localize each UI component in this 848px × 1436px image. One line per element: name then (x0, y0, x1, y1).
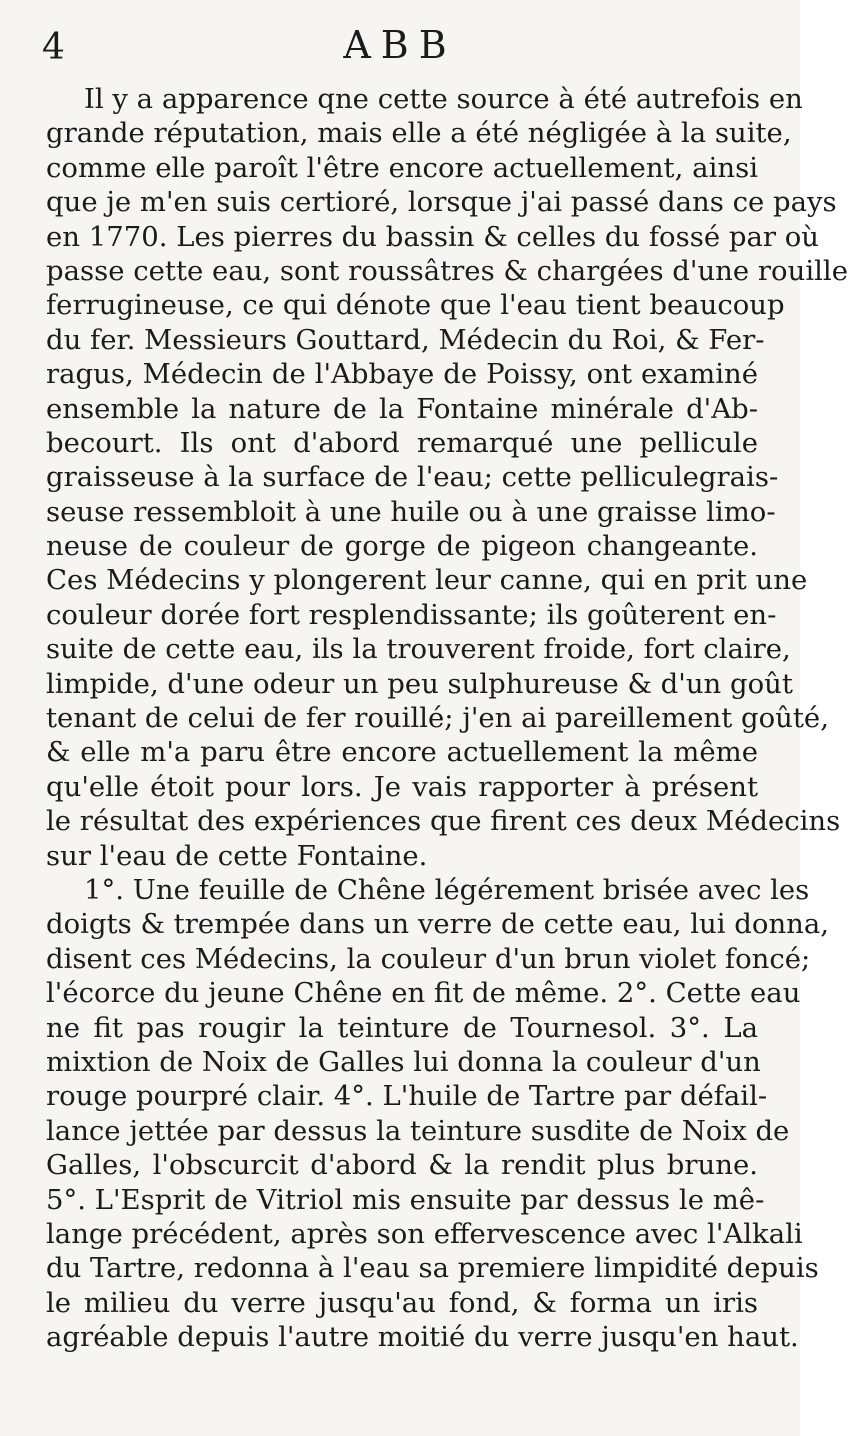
text-line: neuse de couleur de gorge de pigeon changeante. (46, 530, 758, 563)
page-header (0, 23, 800, 76)
text-line: ragus, Médecin de l'Abbaye de Poissy, ont examiné (46, 358, 758, 391)
text-line: lance jettée par dessus la teinture susdite de Noix de (46, 1114, 790, 1147)
paragraph-2 (46, 873, 830, 1354)
text-line: ensemble la nature de la Fontaine minérale d'Ab- (46, 392, 758, 425)
text-line: du fer. Messieurs Gouttard, Médecin du Roi, & Fer- (46, 323, 765, 356)
text-line: & elle m'a paru être encore actuellement la même (46, 736, 758, 769)
text-line: 5°. L'Esprit de Vitriol mis ensuite par dessus le mê- (46, 1183, 765, 1216)
text-line: couleur dorée fort resplendissante; ils goûterent en- (46, 598, 777, 631)
text-line: en 1770. Les pierres du bassin & celles du fossé par où (46, 220, 820, 253)
text-line: qu'elle étoit pour lors. Je vais rapporter à présent (46, 770, 758, 803)
page-body (46, 82, 848, 1354)
text-line: le milieu du verre jusqu'au fond, & forma un iris (46, 1286, 758, 1319)
text-line: lange précédent, après son effervescence avec l'Alkali (46, 1217, 803, 1250)
text-line: rouge pourpré clair. 4°. L'huile de Tartre par défail- (46, 1080, 768, 1113)
text-line: grande réputation, mais elle a été négligée à la suite, (46, 117, 792, 150)
text-line: passe cette eau, sont roussâtres & chargées d'une rouille (46, 254, 848, 287)
text-line: suite de cette eau, ils la trouverent froide, fort claire, (46, 633, 791, 666)
text-line: disent ces Médecins, la couleur d'un brun violet foncé; (46, 942, 811, 975)
text-line: doigts & trempée dans un verre de cette eau, lui donna, (46, 908, 830, 941)
text-line: Ces Médecins y plongerent leur canne, qui en prit une (46, 564, 808, 597)
text-line: l'écorce du jeune Chêne en fit de même. 2°. Cette eau (46, 977, 801, 1010)
text-line: comme elle paroît l'être encore actuellement, ainsi (46, 151, 758, 184)
text-line: du Tartre, redonna à l'eau sa premiere limpidité depuis (46, 1252, 819, 1285)
text-line: agréable depuis l'autre moitié du verre jusqu'en haut. (46, 1321, 799, 1354)
text-line: Il y a apparence qne cette source à été autrefois en (84, 83, 803, 115)
text-line: seuse ressembloit à une huile ou à une graisse limo- (46, 495, 776, 528)
page-number: 4 (42, 27, 65, 68)
text-line: becourt. Ils ont d'abord remarqué une pellicule (46, 426, 758, 459)
text-line: le résultat des expériences que firent ces deux Médecins (46, 805, 841, 838)
text-line: 1°. Une feuille de Chêne légérement brisée avec les (84, 873, 810, 906)
text-line: graisseuse à la surface de l'eau; cette pelliculegrais- (46, 461, 779, 494)
paragraph-1 (46, 82, 848, 873)
text-line: Galles, l'obscurcit d'abord & la rendit plus brune. (46, 1149, 758, 1182)
text-line: mixtion de Noix de Galles lui donna la couleur d'un (46, 1045, 761, 1078)
text-line: sur l'eau de cette Fontaine. (46, 839, 428, 872)
text-line: ne fit pas rougir la teinture de Tournesol. 3°. La (46, 1011, 758, 1044)
text-line: limpide, d'une odeur un peu sulphureuse & d'un goût (46, 667, 793, 700)
text-line: que je m'en suis certioré, lorsque j'ai passé dans ce pays (46, 186, 837, 219)
running-head: ABB (343, 23, 457, 67)
text-line: ferrugineuse, ce qui dénote que l'eau tient beaucoup (46, 289, 785, 322)
text-line: tenant de celui de fer rouillé; j'en ai pareillement goûté, (46, 702, 829, 735)
